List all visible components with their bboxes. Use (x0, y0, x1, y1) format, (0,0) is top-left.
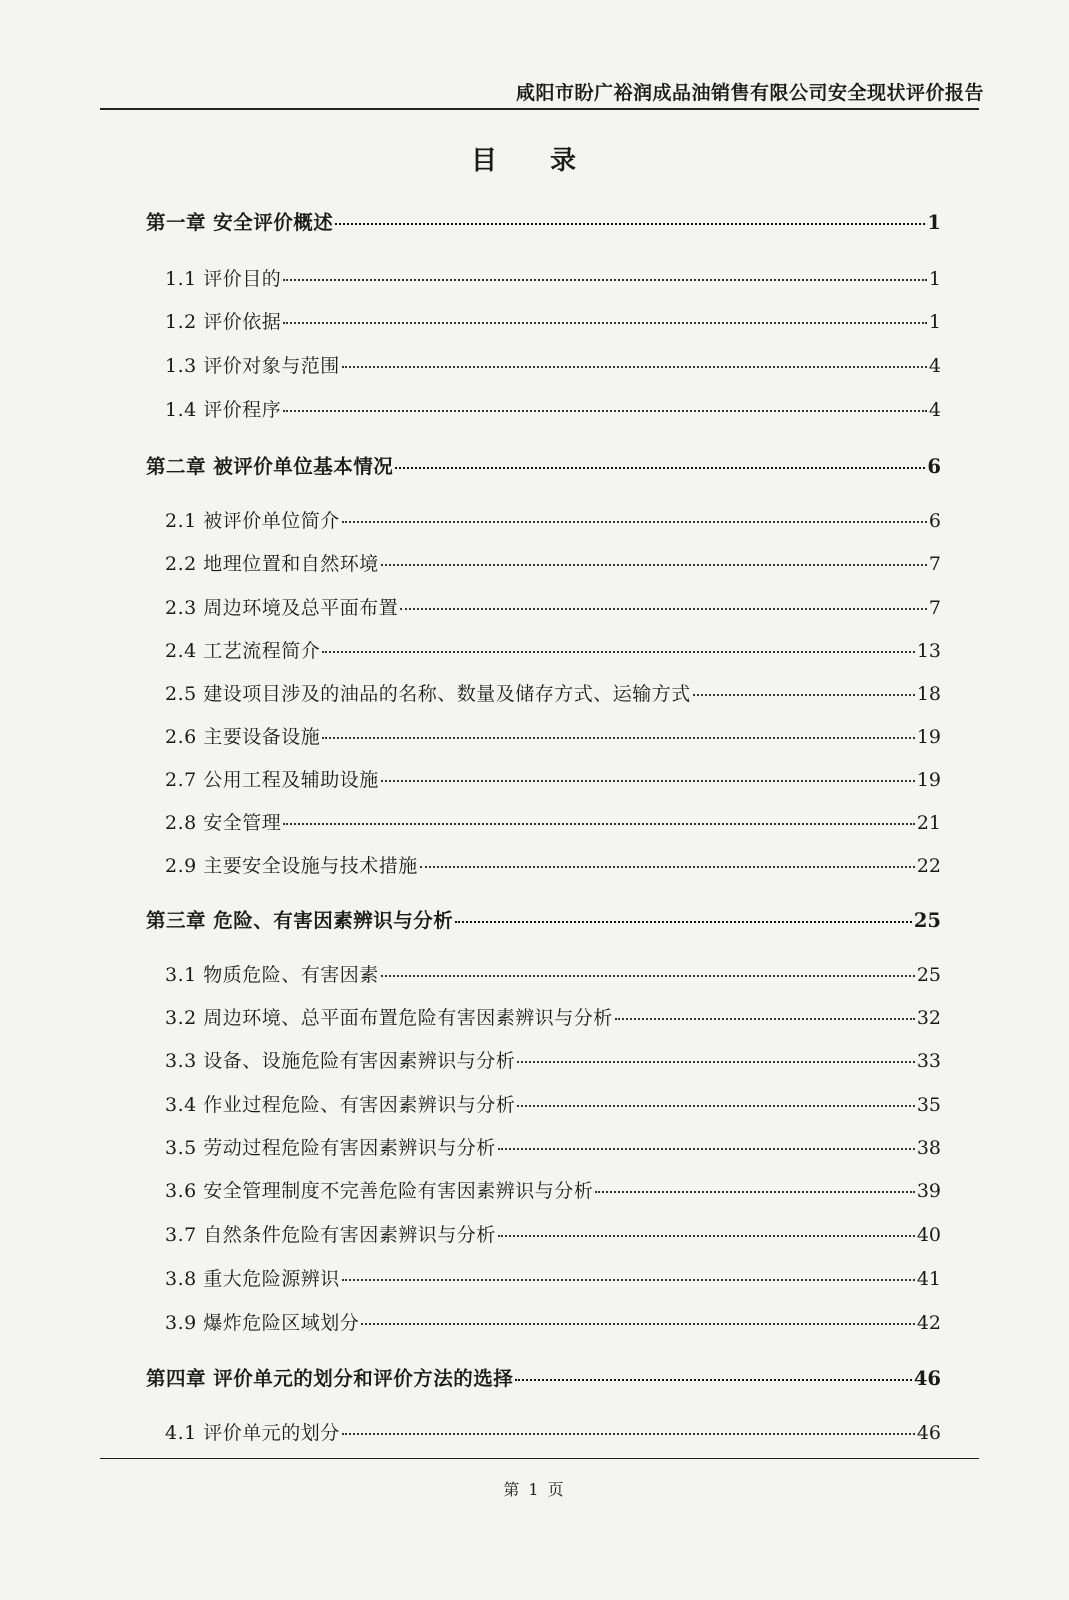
toc-entry-label: 3.6 安全管理制度不完善危险有害因素辨识与分析 (165, 1180, 594, 1202)
toc-section-entry[interactable] (165, 1264, 941, 1294)
toc-entry-page-number: 38 (916, 1137, 941, 1159)
toc-dot-leader (498, 1234, 915, 1237)
toc-dot-leader (455, 920, 912, 923)
toc-entry-label: 3.9 爆炸危险区域划分 (165, 1312, 360, 1334)
toc-entry-label: 2.5 建设项目涉及的油品的名称、数量及储存方式、运输方式 (165, 683, 691, 705)
footer-rule (100, 1458, 979, 1459)
toc-entry-page-number: 6 (927, 455, 941, 478)
toc-entry-label: 2.4 工艺流程简介 (165, 640, 321, 662)
toc-entry-page-number: 46 (913, 1367, 941, 1390)
toc-entry-label: 3.5 劳动过程危险有害因素辨识与分析 (165, 1137, 496, 1159)
toc-dot-leader (381, 563, 927, 566)
toc-entry-label: 1.2 评价依据 (165, 311, 282, 333)
toc-dot-leader (498, 1147, 915, 1150)
toc-entry-label: 2.2 地理位置和自然环境 (165, 553, 379, 575)
toc-entry-label: 2.7 公用工程及辅助设施 (165, 769, 379, 791)
toc-section-entry[interactable] (165, 506, 941, 536)
toc-section-entry[interactable] (165, 307, 941, 337)
toc-entry-page-number: 7 (928, 597, 941, 619)
toc-entry-page-number: 1 (928, 311, 941, 333)
toc-section-entry[interactable] (165, 264, 941, 294)
toc-entry-page-number: 22 (916, 855, 941, 877)
toc-entry-label: 3.7 自然条件危险有害因素辨识与分析 (165, 1224, 496, 1246)
toc-entry-page-number: 7 (928, 553, 941, 575)
toc-dot-leader (283, 321, 927, 324)
toc-dot-leader (342, 365, 927, 368)
toc-entry-label: 2.3 周边环境及总平面布置 (165, 597, 399, 619)
toc-entry-page-number: 41 (916, 1268, 941, 1290)
toc-entry-page-number: 25 (913, 909, 941, 932)
toc-title: 目 录 (470, 146, 599, 176)
toc-dot-leader (420, 865, 915, 868)
toc-dot-leader (615, 1017, 915, 1020)
toc-chapter-entry[interactable] (146, 451, 941, 481)
toc-entry-page-number: 18 (916, 683, 941, 705)
toc-entry-page-number: 4 (928, 399, 941, 421)
toc-entry-label: 3.4 作业过程危险、有害因素辨识与分析 (165, 1094, 516, 1116)
toc-section-entry[interactable] (165, 549, 941, 579)
toc-dot-leader (283, 278, 927, 281)
toc-section-entry[interactable] (165, 1220, 941, 1250)
toc-section-entry[interactable] (165, 679, 941, 709)
toc-entry-label: 1.1 评价目的 (165, 268, 282, 290)
toc-dot-leader (342, 520, 927, 523)
toc-dot-leader (322, 736, 915, 739)
toc-entry-label: 1.4 评价程序 (165, 399, 282, 421)
toc-entry-label: 3.8 重大危险源辨识 (165, 1268, 340, 1290)
toc-entry-label: 3.1 物质危险、有害因素 (165, 964, 379, 986)
toc-chapter-entry[interactable] (146, 207, 941, 237)
toc-dot-leader (400, 607, 927, 610)
toc-section-entry[interactable] (165, 395, 941, 425)
toc-entry-page-number: 46 (916, 1422, 941, 1444)
toc-section-entry[interactable] (165, 722, 941, 752)
toc-section-entry[interactable] (165, 1418, 941, 1448)
toc-entry-label: 1.3 评价对象与范围 (165, 355, 340, 377)
toc-dot-leader (595, 1190, 915, 1193)
toc-dot-leader (381, 974, 915, 977)
toc-entry-page-number: 4 (928, 355, 941, 377)
toc-entry-page-number: 19 (916, 769, 941, 791)
toc-dot-leader (395, 466, 925, 469)
toc-entry-page-number: 6 (928, 510, 941, 532)
toc-entry-page-number: 42 (916, 1312, 941, 1334)
toc-dot-leader (517, 1060, 915, 1063)
toc-section-entry[interactable] (165, 636, 941, 666)
toc-entry-label: 第二章 被评价单位基本情况 (146, 455, 394, 478)
toc-chapter-entry[interactable] (146, 905, 941, 935)
toc-section-entry[interactable] (165, 1090, 941, 1120)
toc-entry-page-number: 39 (916, 1180, 941, 1202)
toc-section-entry[interactable] (165, 1308, 941, 1338)
toc-entry-label: 2.1 被评价单位简介 (165, 510, 340, 532)
toc-chapter-entry[interactable] (146, 1363, 941, 1393)
toc-dot-leader (515, 1378, 912, 1381)
toc-dot-leader (342, 1278, 915, 1281)
page-number: 第 1 页 (503, 1480, 566, 1499)
toc-dot-leader (517, 1104, 915, 1107)
toc-section-entry[interactable] (165, 1046, 941, 1076)
toc-dot-leader (283, 822, 915, 825)
toc-entry-page-number: 33 (916, 1050, 941, 1072)
toc-section-entry[interactable] (165, 593, 941, 623)
toc-section-entry[interactable] (165, 1003, 941, 1033)
toc-entry-label: 第三章 危险、有害因素辨识与分析 (146, 909, 454, 932)
toc-section-entry[interactable] (165, 1133, 941, 1163)
toc-section-entry[interactable] (165, 851, 941, 881)
toc-dot-leader (322, 650, 915, 653)
report-header-title: 咸阳市盼广裕润成品油销售有限公司安全现状评价报告 (515, 82, 984, 104)
toc-entry-page-number: 40 (916, 1224, 941, 1246)
toc-entry-label: 3.3 设备、设施危险有害因素辨识与分析 (165, 1050, 516, 1072)
toc-entry-label: 2.6 主要设备设施 (165, 726, 321, 748)
toc-entry-page-number: 32 (916, 1007, 941, 1029)
toc-entry-page-number: 35 (916, 1094, 941, 1116)
toc-dot-leader (342, 1432, 915, 1435)
toc-entry-page-number: 1 (927, 211, 941, 234)
toc-dot-leader (693, 693, 915, 696)
toc-entry-label: 2.8 安全管理 (165, 812, 282, 834)
toc-section-entry[interactable] (165, 351, 941, 381)
toc-dot-leader (335, 222, 925, 225)
toc-section-entry[interactable] (165, 960, 941, 990)
toc-entry-page-number: 13 (916, 640, 941, 662)
toc-dot-leader (361, 1322, 915, 1325)
toc-entry-page-number: 1 (928, 268, 941, 290)
toc-section-entry[interactable] (165, 765, 941, 795)
toc-section-entry[interactable] (165, 1176, 941, 1206)
toc-entry-label: 4.1 评价单元的划分 (165, 1422, 340, 1444)
toc-dot-leader (283, 409, 927, 412)
toc-dot-leader (381, 779, 915, 782)
toc-entry-page-number: 21 (916, 812, 941, 834)
toc-entry-label: 3.2 周边环境、总平面布置危险有害因素辨识与分析 (165, 1007, 613, 1029)
toc-entry-page-number: 19 (916, 726, 941, 748)
toc-entry-page-number: 25 (916, 964, 941, 986)
toc-entry-label: 第四章 评价单元的划分和评价方法的选择 (146, 1367, 514, 1390)
toc-section-entry[interactable] (165, 808, 941, 838)
toc-entry-label: 2.9 主要安全设施与技术措施 (165, 855, 418, 877)
header-rule (100, 108, 979, 110)
toc-entry-label: 第一章 安全评价概述 (146, 211, 334, 234)
